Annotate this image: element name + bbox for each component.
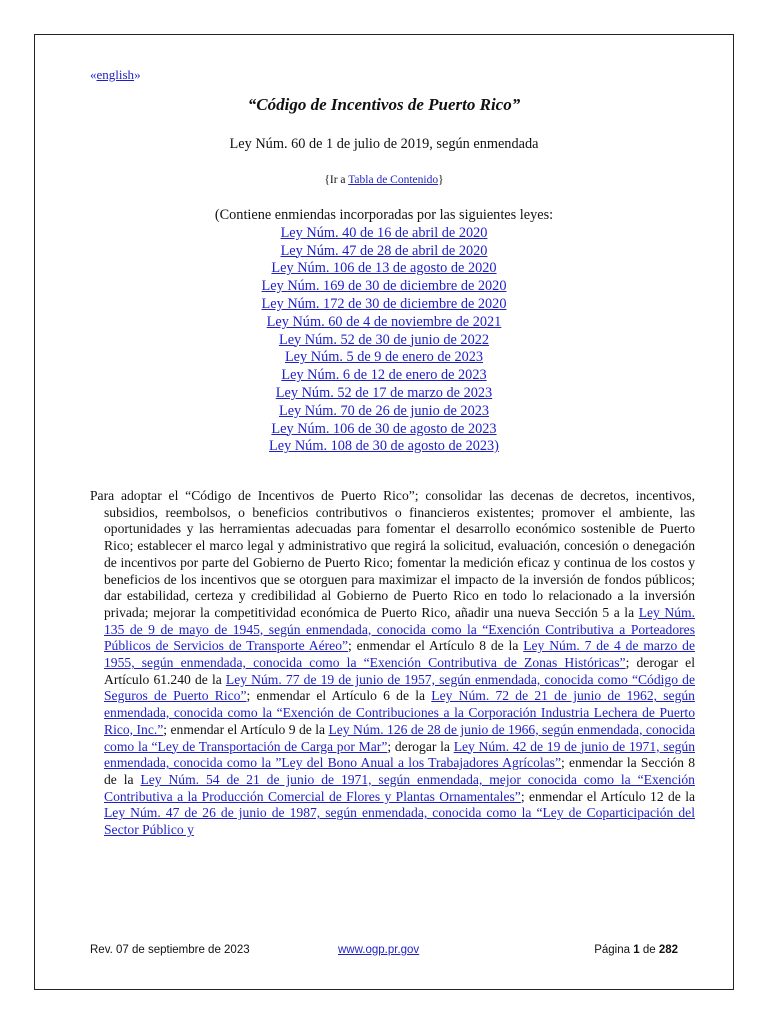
amendment-link[interactable]: Ley Núm. 5 de 9 de enero de 2023 xyxy=(284,349,484,366)
law-subtitle: Ley Núm. 60 de 1 de julio de 2019, según enmendada xyxy=(229,136,539,152)
paragraph-text: ; enmendar el Artículo 6 de la xyxy=(246,688,432,704)
paragraph-text: ; enmendar la Sección 8 de la xyxy=(104,755,695,787)
amendment-link[interactable]: Ley Núm. 108 de 30 de agosto de 2023) xyxy=(269,438,499,455)
document-title: “Código de Incentivos de Puerto Rico” xyxy=(247,95,521,114)
amendment-link[interactable]: Ley Núm. 40 de 16 de abril de 2020 xyxy=(280,224,488,241)
amendments-block xyxy=(35,207,733,456)
amendment-link[interactable]: Ley Núm. 52 de 30 de junio de 2022 xyxy=(278,331,490,348)
language-open-quote: « xyxy=(90,67,97,82)
law-reference-link[interactable]: Ley Núm. 72 de 21 de junio de 1962, según enmendada, conocida como la “Exención de Contribuciones a la Corporación Industria Lechera de Puerto Rico, Inc.” xyxy=(104,688,695,737)
amendment-link[interactable]: Ley Núm. 70 de 26 de junio de 2023 xyxy=(278,402,490,419)
amendment-link[interactable]: Ley Núm. 106 de 13 de agosto de 2020 xyxy=(271,260,497,277)
law-reference-link[interactable]: Ley Núm. 54 de 21 de junio de 1971, según enmendada, mejor conocida como la “Exención Contributiva a la Producción Comercial de Flores y Plantas Ornamentales” xyxy=(104,771,695,804)
amendment-link[interactable]: Ley Núm. 172 de 30 de diciembre de 2020 xyxy=(261,295,507,312)
amendments-intro: (Contiene enmiendas incorporadas por las siguientes leyes: xyxy=(214,207,554,223)
law-reference-link[interactable]: Ley Núm. 135 de 9 de mayo de 1945, según enmendada, conocida como la “Exención Contributiva a Porteadores Públicos de Servicios de Transporte Aéreo” xyxy=(104,604,695,654)
page-separator: de xyxy=(639,944,659,956)
page-current: 1 xyxy=(633,944,640,956)
language-switch xyxy=(90,67,141,83)
toc-suffix: } xyxy=(438,174,444,186)
amendment-link[interactable]: Ley Núm. 169 de 30 de diciembre de 2020 xyxy=(261,278,507,295)
paragraph-text: ; enmendar el Artículo 12 de la xyxy=(520,788,696,804)
paragraph-text: ; derogar el Artículo 61.240 de la xyxy=(104,655,695,687)
website-link[interactable]: www.ogp.pr.gov xyxy=(338,944,420,956)
law-reference-link[interactable]: Ley Núm. 126 de 28 de junio de 1966, según enmendada, conocida como la “Ley de Transportación de Carga por Mar” xyxy=(104,721,695,754)
toc-prefix: {Ir a xyxy=(324,174,349,186)
law-reference-link[interactable]: Ley Núm. 77 de 19 de junio de 1957, según enmendada, conocida como “Código de Seguros de Puerto Rico” xyxy=(104,671,695,704)
amendment-link[interactable]: Ley Núm. 47 de 28 de abril de 2020 xyxy=(280,242,488,259)
document-page xyxy=(34,34,734,990)
page-number xyxy=(594,944,678,956)
paragraph-text: Para adoptar el “Código de Incentivos de Puerto Rico”; consolidar las decenas de decretos, incentivos, subsidios, reembolsos, o beneficios contributivos o financieros existentes; promover el ambiente, las oportunidades y las herramientas adecuadas para fomentar el desarrollo económico sostenible de Puerto Rico; establecer el marco legal y administrativo que regirá la solicitud, evaluación, concesión o denegación de incentivos por parte del Gobierno de Puerto Rico; fomentar la medición eficaz y continua de los costos y beneficios de los incentivos que se otorguen para maximizar el impacto de la inversión de fondos públicos; dar estabilidad, certeza y credibilidad al Gobierno de Puerto Rico en todo lo relacionado a la inversión privada; mejorar la competitividad económica de Puerto Rico, añadir una nueva Sección 5 a la xyxy=(90,488,695,620)
toc-link[interactable]: Tabla de Contenido xyxy=(348,174,439,186)
law-reference-link[interactable]: Ley Núm. 42 de 19 de junio de 1971, según enmendada, conocida como la ”Ley del Bono Anual a los Trabajadores Agrícolas” xyxy=(104,738,696,771)
purpose-paragraph xyxy=(90,488,695,839)
paragraph-text: ; enmendar el Artículo 8 de la xyxy=(348,638,524,654)
english-link[interactable]: english xyxy=(96,67,135,82)
language-close-quote: » xyxy=(134,67,141,82)
amendment-link[interactable]: Ley Núm. 106 de 30 de agosto de 2023 xyxy=(271,420,497,437)
revision-date: Rev. 07 de septiembre de 2023 xyxy=(90,944,250,956)
amendment-link[interactable]: Ley Núm. 60 de 4 de noviembre de 2021 xyxy=(266,313,502,330)
paragraph-text: ; derogar la xyxy=(387,738,454,754)
law-reference-link[interactable]: Ley Núm. 47 de 26 de junio de 1987, según enmendada, conocida como la “Ley de Coparticipación del Sector Público y xyxy=(104,805,695,838)
law-reference-link[interactable]: Ley Núm. 7 de 4 de marzo de 1955, según enmendada, conocida como la “Exención Contributiva de Zonas Históricas” xyxy=(104,638,695,671)
paragraph-text: ; enmendar el Artículo 9 de la xyxy=(163,721,329,737)
amendment-link[interactable]: Ley Núm. 52 de 17 de marzo de 2023 xyxy=(275,384,493,401)
toc-line xyxy=(35,174,733,186)
page-prefix: Página xyxy=(594,944,634,956)
amendment-link[interactable]: Ley Núm. 6 de 12 de enero de 2023 xyxy=(281,367,487,384)
page-total: 282 xyxy=(658,944,678,956)
